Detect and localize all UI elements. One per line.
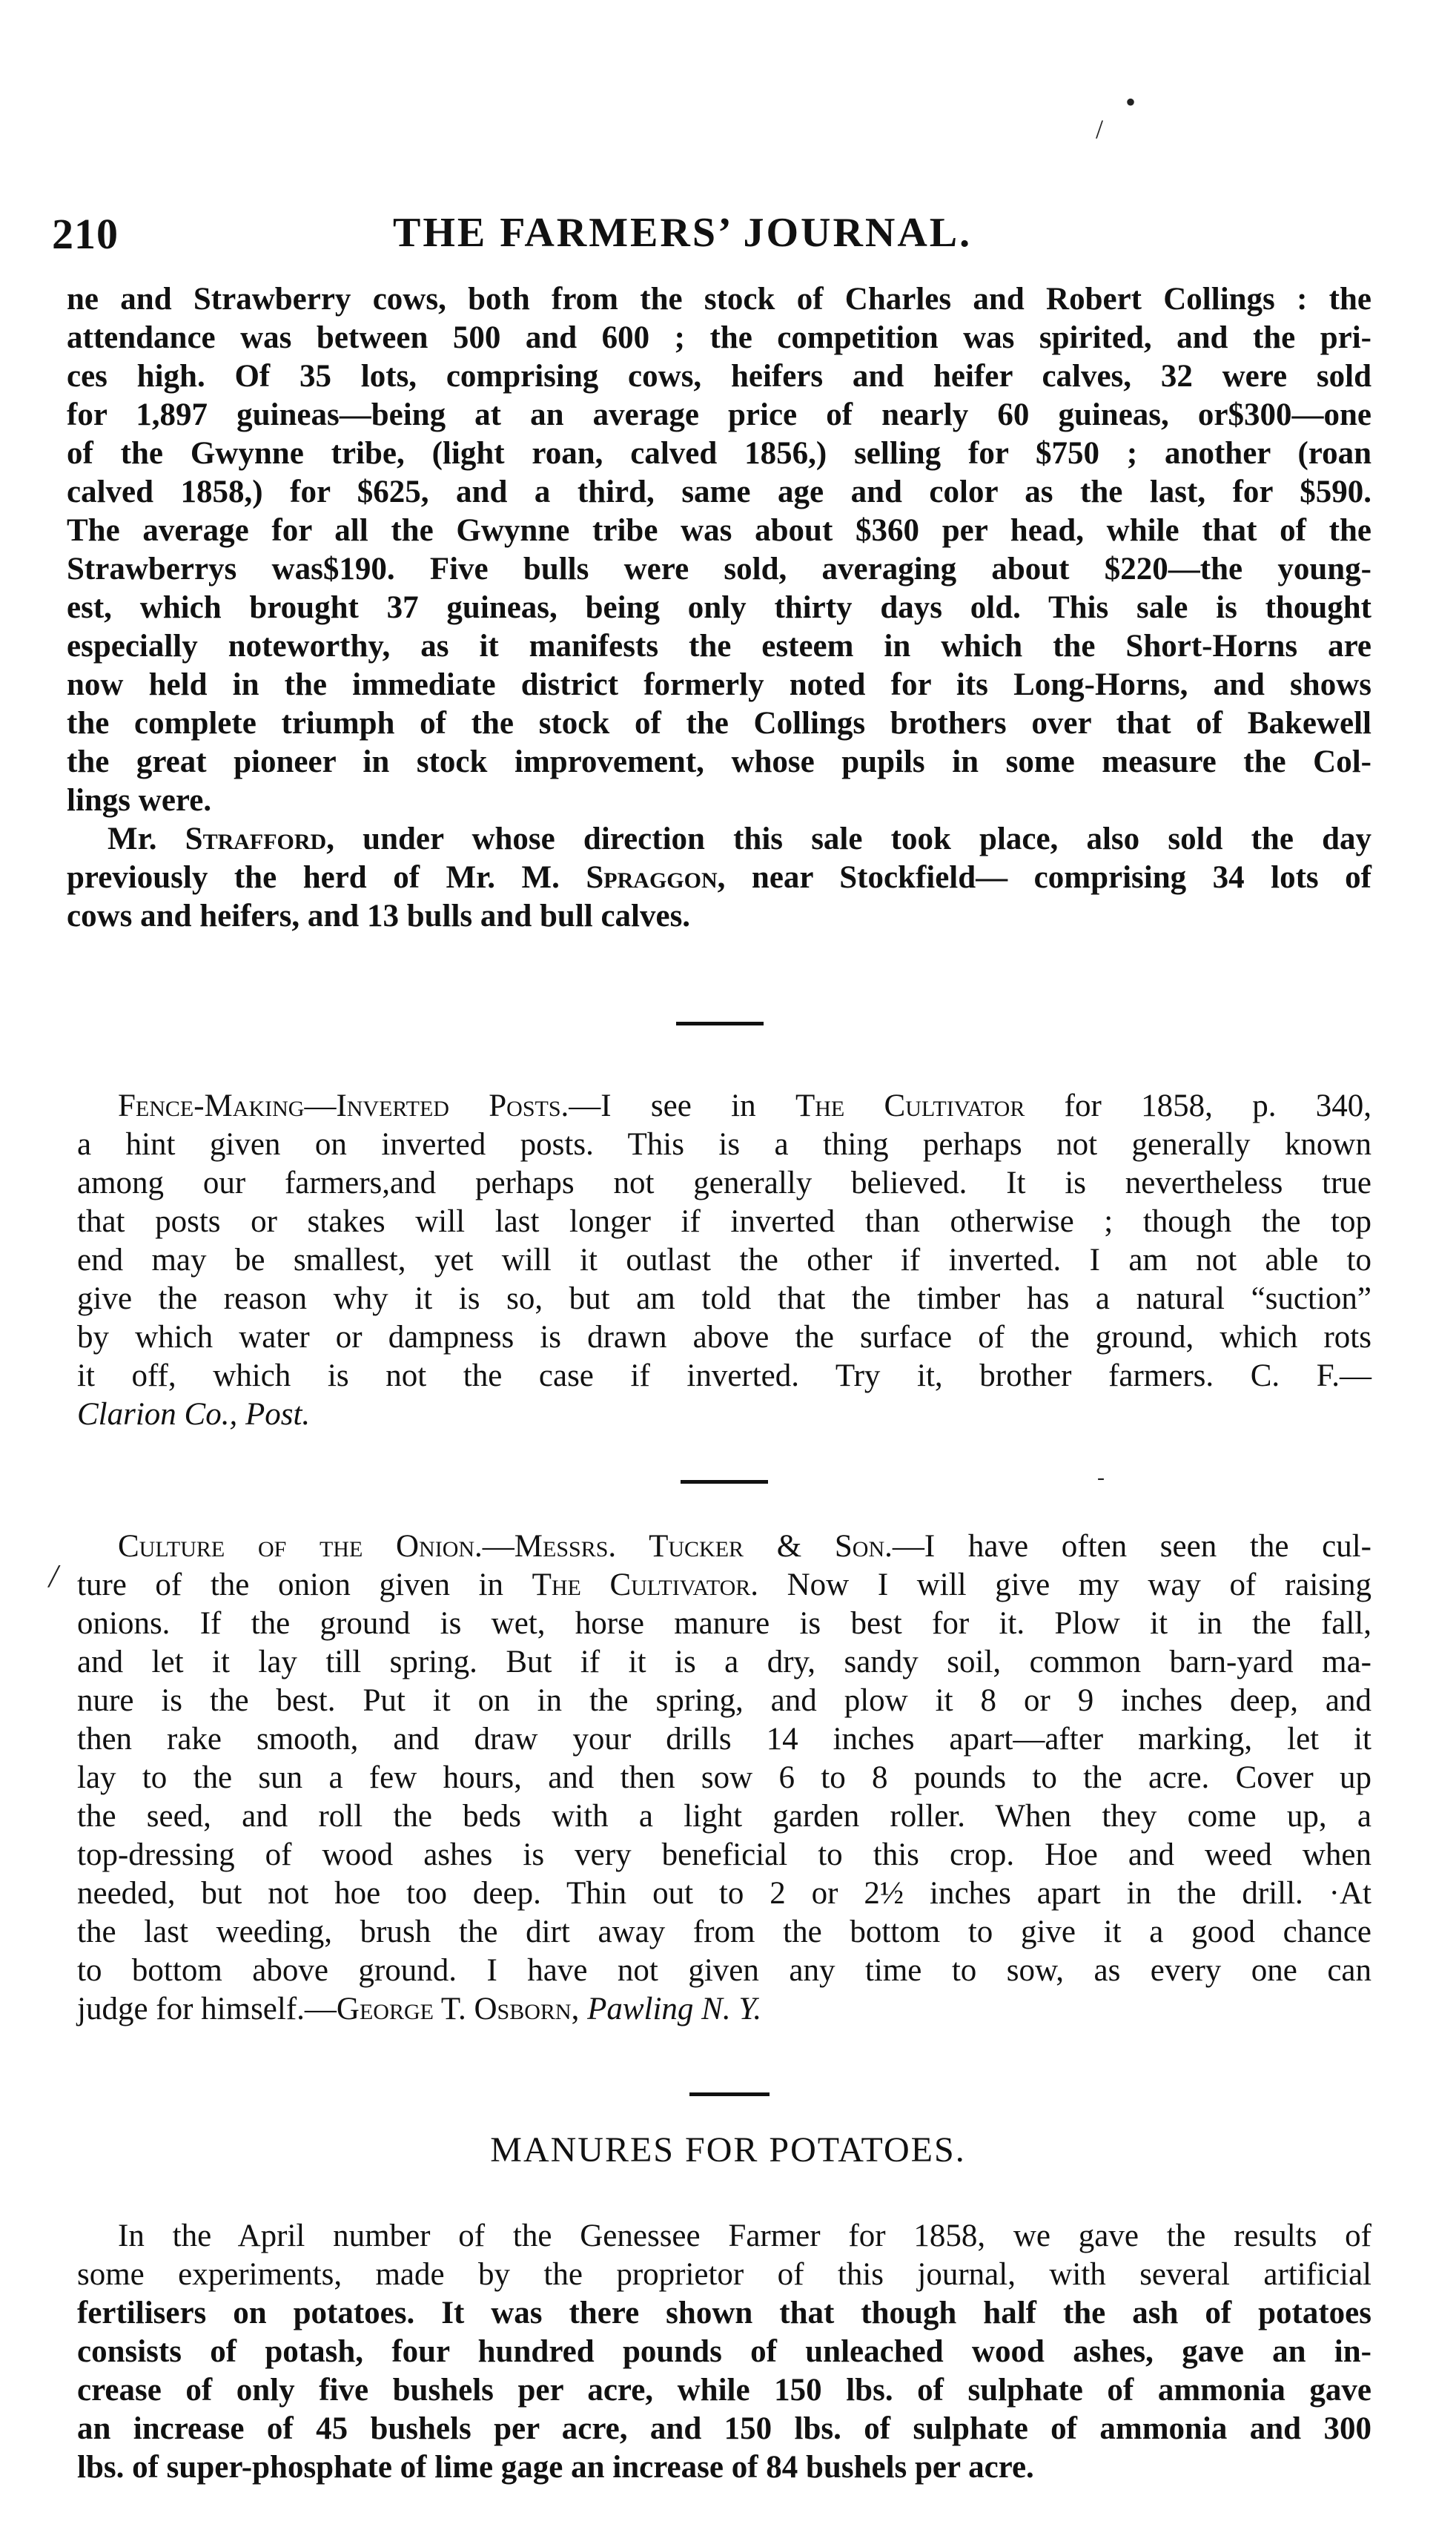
person-name: Spraggon [586, 860, 718, 895]
text-line: the seed, and roll the beds with a light garden roller. When they come up, a [77, 1799, 1371, 1834]
text-segment: —I see in [569, 1088, 795, 1123]
article-sale [67, 280, 1371, 936]
person-name: Strafford [185, 822, 327, 856]
text-line: the last weeding, brush the dirt away from the bottom to give it a good chance [77, 1915, 1371, 1949]
text-line [67, 859, 1371, 897]
article-heading: Culture of the Onion. [118, 1529, 483, 1564]
text-line: an increase of 45 bushels per acre, and 150 lbs. of sulphate of ammonia and 300 [77, 2411, 1371, 2446]
text-segment: Now I will give my way of raising [758, 1567, 1371, 1602]
text-line: lings were. [67, 783, 212, 818]
text-line: ne and Strawberry cows, both from the stock of Charles and Robert Collings : the [67, 282, 1371, 317]
text-line: the complete triumph of the stock of the Collings brothers over that of Bakewell [67, 706, 1371, 741]
text-line: a hint given on inverted posts. This is a thing perhaps not generally known [77, 1127, 1371, 1162]
text-segment: —I have often seen the cul- [892, 1529, 1371, 1564]
text-line: by which water or dampness is drawn above the surface of the ground, which rots [77, 1320, 1371, 1355]
journal-name: The Cultivator [795, 1088, 1025, 1123]
text-segment: previously the herd of Mr. M. [67, 860, 586, 895]
text-line: lbs. of super-phosphate of lime gage an increase of 84 bushels per acre. [77, 2450, 1034, 2485]
text-line: est, which brought 37 guineas, being only thirty days old. This sale is thought [67, 590, 1371, 625]
text-line: that posts or stakes will last longer if inverted than otherwise ; though the top [77, 1204, 1371, 1239]
page-header [52, 209, 1357, 268]
text-line [77, 1087, 1371, 1126]
text-line: cows and heifers, and 13 bulls and bull calves. [67, 899, 691, 934]
text-line [77, 1527, 1371, 1566]
text-line: especially noteworthy, as it manifests the esteem in which the Short-Horns are [67, 629, 1371, 664]
text-line: the great pioneer in stock improvement, whose pupils in some measure the Col- [67, 744, 1371, 779]
text-line: for 1,897 guineas—being at an average price of nearly 60 guineas, or$300—one [67, 397, 1371, 432]
text-line: ces high. Of 35 lots, comprising cows, heifers and heifer calves, 32 were sold [67, 359, 1371, 394]
text-line: onions. If the ground is wet, horse manure is best for it. Plow it in the fall, [77, 1606, 1371, 1641]
article-manures [77, 2217, 1371, 2487]
text-segment: , under whose direction this sale took place, also sold the day [326, 822, 1371, 856]
text-line: of the Gwynne tribe, (light roan, calved 1856,) selling for $750 ; another (roan [67, 436, 1371, 471]
text-line: Strawberrys was$190. Five bulls were sold, averaging about $220—the young- [67, 552, 1371, 587]
text-line: then rake smooth, and draw your drills 14 inches apart—after marking, let it [77, 1722, 1371, 1757]
margin-speck: / [1096, 114, 1104, 144]
text-line: to bottom above ground. I have not given any time to sow, as every one can [77, 1953, 1371, 1988]
article-title: MANURES FOR POTATOES. [490, 2130, 966, 2170]
running-title: THE FARMERS’ JOURNAL. [393, 210, 973, 256]
text-line: needed, but not hoe too deep. Thin out to 2 or 2½ inches apart in the drill. ·At [77, 1876, 1371, 1911]
section-divider [676, 1022, 764, 1025]
text-line: attendance was between 500 and 600 ; the competition was spirited, and the pri- [67, 320, 1371, 355]
margin-speck: - [1097, 1465, 1105, 1490]
text-segment: , near Stockfield— comprising 34 lots of [717, 860, 1371, 895]
text-line: calved 1858,) for $625, and a third, same age and color as the last, for $590. [67, 475, 1371, 509]
text-line [77, 1990, 1371, 2029]
article-fence-making [77, 1087, 1371, 1434]
addressee: Messrs. Tucker & Son. [514, 1529, 893, 1564]
margin-speck: / [49, 1558, 59, 1594]
author-place: Pawling N. Y. [587, 1992, 762, 2026]
text-line: some experiments, made by the proprietor of this journal, with several artificial [77, 2257, 1371, 2292]
text-line: In the April number of the Genessee Farmer for 1858, we gave the results of [118, 2219, 1371, 2253]
signature-place: Clarion Co., Post. [77, 1397, 311, 1432]
section-divider [681, 1480, 768, 1484]
margin-speck: • [1125, 85, 1136, 119]
text-segment: — [482, 1529, 514, 1564]
text-segment: ture of the onion given in [77, 1567, 532, 1602]
page-number: 210 [52, 210, 119, 258]
article-onion-culture [77, 1527, 1371, 2029]
text-line: The average for all the Gwynne tribe was about $360 per head, while that of the [67, 513, 1371, 548]
text-line: it off, which is not the case if inverted. Try it, brother farmers. C. F.— [77, 1358, 1371, 1393]
text-line: nure is the best. Put it on in the spring, and plow it 8 or 9 inches deep, and [77, 1683, 1371, 1718]
text-line: among our farmers,and perhaps not generally believed. It is nevertheless true [77, 1166, 1371, 1200]
text-line: now held in the immediate district formerly noted for its Long-Horns, and shows [67, 667, 1371, 702]
text-line: lay to the sun a few hours, and then sow 6 to 8 pounds to the acre. Cover up [77, 1760, 1371, 1795]
text-line: consists of potash, four hundred pounds of unleached wood ashes, gave an in- [77, 2334, 1371, 2369]
text-segment: judge for himself.— [77, 1992, 337, 2026]
text-segment: for 1858, p. 340, [1025, 1088, 1372, 1123]
journal-name: The Cultivator. [532, 1567, 759, 1602]
text-line [77, 1566, 1371, 1605]
section-divider [689, 2092, 770, 2096]
text-line: top-dressing of wood ashes is very beneficial to this crop. Hoe and weed when [77, 1837, 1371, 1872]
text-line: crease of only five bushels per acre, while 150 lbs. of sulphate of ammonia gave [77, 2373, 1371, 2408]
text-line: and let it lay till spring. But if it is a dry, sandy soil, common barn-yard ma- [77, 1645, 1371, 1679]
author-name: George T. Osborn [336, 1992, 572, 2026]
text-line: fertilisers on potatoes. It was there shown that though half the ash of potatoes [77, 2296, 1371, 2330]
text-line: end may be smallest, yet will it outlast the other if inverted. I am not able to [77, 1243, 1371, 1278]
text-segment: Mr. [107, 822, 185, 856]
text-line: give the reason why it is so, but am told that the timber has a natural “suction” [77, 1281, 1371, 1316]
text-segment: , [571, 1992, 588, 2026]
text-line [67, 820, 1371, 859]
article-heading: Fence-Making—Inverted Posts. [118, 1088, 569, 1123]
